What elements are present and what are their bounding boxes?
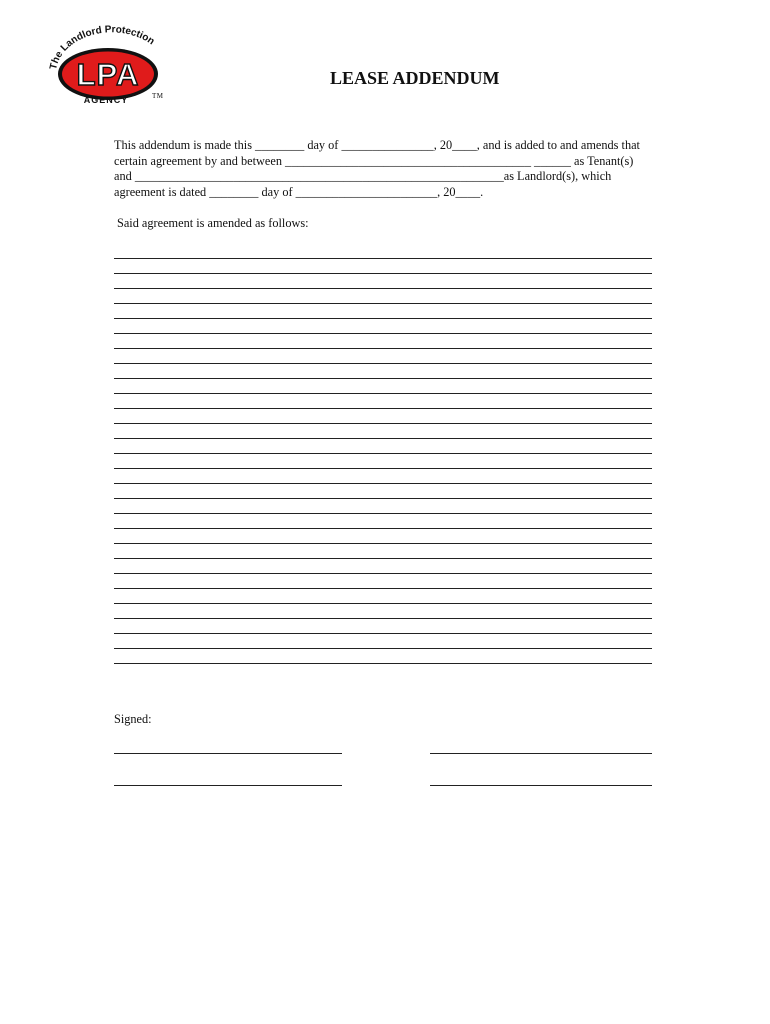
amendment-line[interactable] <box>114 513 652 514</box>
logo-arc-text: The Landlord Protection <box>48 24 157 71</box>
amendment-line[interactable] <box>114 663 652 664</box>
intro-paragraph <box>114 138 674 200</box>
amendment-line[interactable] <box>114 348 652 349</box>
intro-line: and ____________________________________________________________as Landlord(s), which <box>114 169 612 183</box>
intro-line: This addendum is made this ________ day of _______________, 20____, and is added to and amends that <box>114 138 640 152</box>
amendment-line[interactable] <box>114 378 652 379</box>
amendment-line[interactable] <box>114 318 652 319</box>
amendment-line[interactable] <box>114 603 652 604</box>
amendment-line[interactable] <box>114 483 652 484</box>
trademark-mark: TM <box>152 92 164 100</box>
amendment-line[interactable] <box>114 498 652 499</box>
amendment-line[interactable] <box>114 393 652 394</box>
amendment-lines <box>114 258 652 668</box>
amendment-line[interactable] <box>114 333 652 334</box>
signature-line-left-2[interactable] <box>114 785 342 786</box>
page-title: LEASE ADDENDUM <box>330 68 500 88</box>
logo-agency: AGENCY <box>83 95 129 105</box>
amendment-line[interactable] <box>114 633 652 634</box>
signature-line-right-1[interactable] <box>430 753 652 754</box>
amendment-line[interactable] <box>114 528 652 529</box>
amendment-line[interactable] <box>114 453 652 454</box>
amendment-line[interactable] <box>114 363 652 364</box>
intro-line: certain agreement by and between ________________________________________ ______ as Tenant(s) <box>114 153 634 168</box>
amendment-line[interactable] <box>114 438 652 439</box>
logo-initials: LPA <box>76 57 140 92</box>
intro-line: agreement is dated ________ day of _______________________, 20____. <box>114 184 484 199</box>
amendment-line[interactable] <box>114 573 652 574</box>
amendment-line[interactable] <box>114 423 652 424</box>
amendment-line[interactable] <box>114 258 652 259</box>
amendment-line[interactable] <box>114 273 652 274</box>
amendment-line[interactable] <box>114 303 652 304</box>
amendment-line[interactable] <box>114 648 652 649</box>
amendment-intro: Said agreement is amended as follows: <box>117 216 309 230</box>
amendment-line[interactable] <box>114 558 652 559</box>
amendment-line[interactable] <box>114 288 652 289</box>
amendment-line[interactable] <box>114 468 652 469</box>
signature-line-right-2[interactable] <box>430 785 652 786</box>
amendment-line[interactable] <box>114 408 652 409</box>
amendment-line[interactable] <box>114 588 652 589</box>
signature-line-left-1[interactable] <box>114 753 342 754</box>
amendment-line[interactable] <box>114 543 652 544</box>
signed-label: Signed: <box>114 712 152 726</box>
amendment-line[interactable] <box>114 618 652 619</box>
